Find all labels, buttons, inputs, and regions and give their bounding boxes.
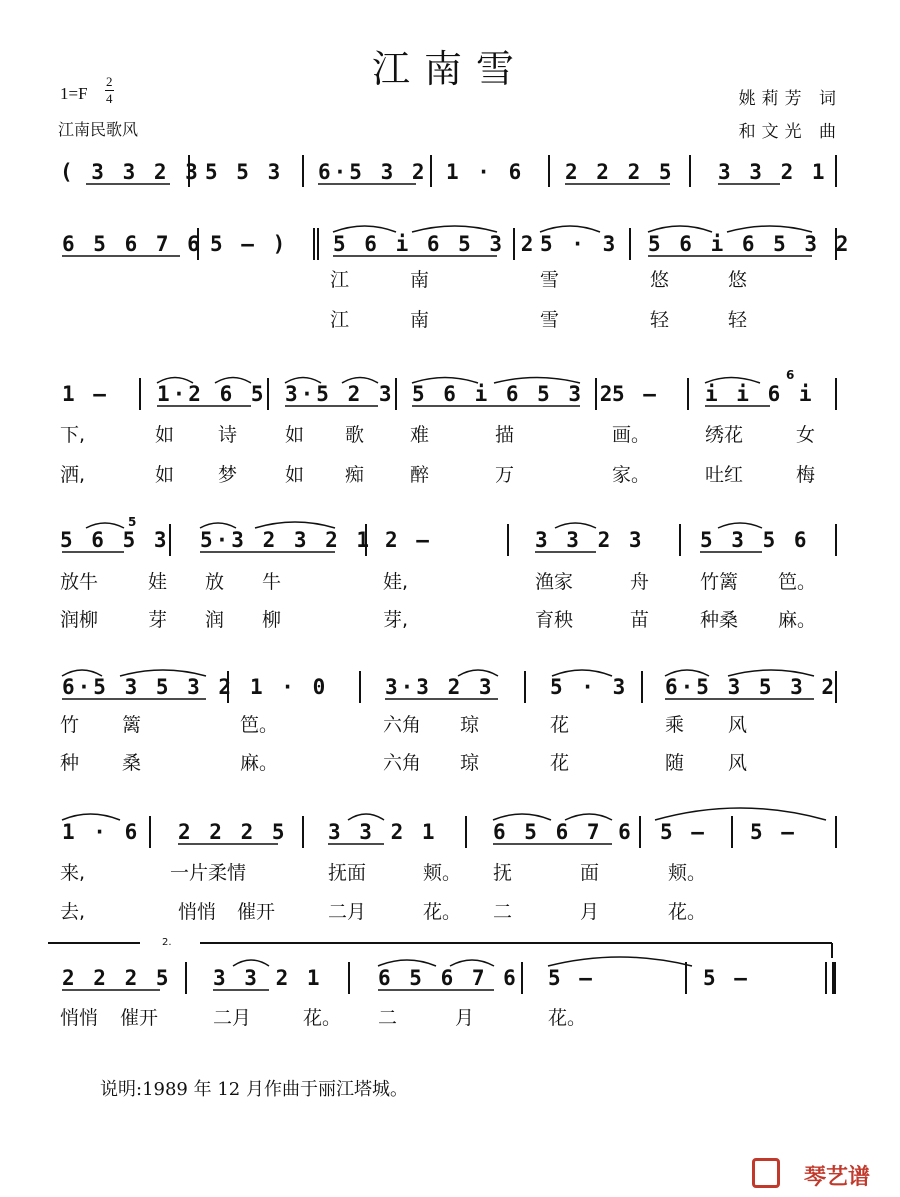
grace-note: 5 xyxy=(128,515,137,529)
measure: 3 3 2 1 xyxy=(718,160,828,184)
lyric: 轻 xyxy=(650,309,670,331)
lyric: 诗 xyxy=(218,424,238,446)
lyric: 风 xyxy=(728,714,748,736)
lyric: 二月 xyxy=(328,901,367,923)
lyric: 育秧 xyxy=(535,609,574,631)
measure: 5 6 5 3 xyxy=(60,528,170,552)
lyric: 二 xyxy=(493,901,513,923)
lyric: 梦 xyxy=(218,464,238,486)
measure: 2 2 2 5 xyxy=(178,820,288,844)
measure: 2 2 2 5 xyxy=(565,160,675,184)
lyric: 悠 xyxy=(728,269,748,291)
site-logo: 琴艺谱 xyxy=(803,1165,870,1190)
measure: 5 5 3 xyxy=(205,160,284,184)
measure: ( 3 3 2 3 xyxy=(60,160,201,184)
measure: 3 3 2 1 xyxy=(213,966,323,990)
lyric: 南 xyxy=(410,309,430,331)
lyric: 抚面 xyxy=(328,862,367,884)
lyric: 一片柔情 xyxy=(170,862,247,884)
measure: 5 · 3 xyxy=(540,232,619,256)
measure: 6·5 3 2 xyxy=(318,160,428,184)
lyric: 牛 xyxy=(262,571,282,593)
time-signature xyxy=(105,74,114,107)
lyric: 江 xyxy=(330,309,350,331)
lyric: 琼 xyxy=(460,714,480,736)
lyric: 难 xyxy=(410,424,430,446)
lyric: 吐红 xyxy=(705,464,744,486)
measure: 5 – xyxy=(703,966,750,990)
lyric: 乘 xyxy=(665,714,685,736)
measure: 2 – xyxy=(385,528,432,552)
measure: 6 5 6 7 6 xyxy=(378,966,519,990)
measure: 6·5 3 5 3 2 xyxy=(665,675,838,699)
measure: 5 6 i 6 5 3 2 xyxy=(333,232,537,256)
measure: 5 6 i 6 5 3 2 xyxy=(412,382,616,406)
lyric: 歌 xyxy=(345,424,365,446)
lyric: 如 xyxy=(155,424,175,446)
measure: 1 – xyxy=(62,382,109,406)
lyric: 雪 xyxy=(540,309,560,331)
measure: 1 · 0 xyxy=(250,675,329,699)
lyric: 抚 xyxy=(493,862,513,884)
lyric: 竹篱 xyxy=(700,571,739,593)
lyric: 娃 xyxy=(148,571,168,593)
lyric: 花。 xyxy=(423,901,462,923)
grace-note: 6 xyxy=(786,368,795,382)
lyric: 如 xyxy=(285,464,305,486)
measure: 3·5 2 3 xyxy=(285,382,395,406)
lyric: 痴 xyxy=(345,464,365,486)
lyric: 竹 xyxy=(60,714,80,736)
lyric: 南 xyxy=(410,269,430,291)
measure: 5 – xyxy=(548,966,595,990)
lyric: 笆。 xyxy=(240,714,279,736)
logo-icon xyxy=(752,1158,780,1188)
measure: 6 5 6 7 6 xyxy=(62,232,203,256)
lyric: 悠 xyxy=(650,269,670,291)
lyric: 画。 xyxy=(612,424,651,446)
lyric: 笆。 xyxy=(778,571,817,593)
lyric: 颊。 xyxy=(668,862,707,884)
lyric: 轻 xyxy=(728,309,748,331)
lyric: 梅 xyxy=(796,464,816,486)
lyric: 花。 xyxy=(303,1007,342,1029)
lyric: 醉 xyxy=(410,464,430,486)
lyric: 琼 xyxy=(460,752,480,774)
lyric: 桑 xyxy=(122,752,142,774)
lyric: 花。 xyxy=(548,1007,587,1029)
lyric: 江 xyxy=(330,269,350,291)
lyric: 麻。 xyxy=(240,752,279,774)
lyric: 颊。 xyxy=(423,862,462,884)
time-top: 2 xyxy=(106,74,113,89)
song-title: 江南雪 xyxy=(371,47,528,91)
lyric: 篱 xyxy=(122,714,142,736)
lyric: 月 xyxy=(580,901,600,923)
lyric: 柳 xyxy=(262,609,282,631)
measure: 6·5 3 5 3 2 xyxy=(62,675,235,699)
lyric: 六角 xyxy=(383,714,422,736)
lyric: 雪 xyxy=(540,269,560,291)
measure: 2 2 2 5 xyxy=(62,966,172,990)
lyric: 悄悄 xyxy=(178,901,217,923)
lyric: 芽, xyxy=(383,609,409,631)
lyric: 如 xyxy=(155,464,175,486)
lyric: 放 xyxy=(205,571,225,593)
measure: 3 3 2 1 xyxy=(328,820,438,844)
lyric: 随 xyxy=(665,752,685,774)
lyric: 苗 xyxy=(630,609,650,631)
lyric: 二 xyxy=(378,1007,398,1029)
lyric: 绣花 xyxy=(705,424,744,446)
measure: 5 6 i 6 5 3 2 xyxy=(648,232,852,256)
lyric: 如 xyxy=(285,424,305,446)
measure: 1 · 6 xyxy=(446,160,525,184)
lyric: 润 xyxy=(205,609,225,631)
lyric: 放牛 xyxy=(60,571,99,593)
lyric: 悄悄 xyxy=(60,1007,99,1029)
lyric: 去, xyxy=(60,901,86,923)
lyric: 娃, xyxy=(383,571,409,593)
measure: 6 5 6 7 6 xyxy=(493,820,634,844)
lyric: 花 xyxy=(550,752,570,774)
lyric: 六角 xyxy=(383,752,422,774)
lyric: 二月 xyxy=(213,1007,252,1029)
volta-label: 2. xyxy=(162,937,172,948)
lyric: 来, xyxy=(60,862,86,884)
lyric: 风 xyxy=(728,752,748,774)
measure: 1·2 6 5 xyxy=(157,382,267,406)
composer: 和文光 曲 xyxy=(738,122,842,142)
lyric: 面 xyxy=(580,862,600,884)
lyric: 描 xyxy=(495,424,515,446)
lyric: 催开 xyxy=(237,901,276,923)
measure: 5·3 2 3 2 1 xyxy=(200,528,373,552)
lyric: 润柳 xyxy=(60,609,99,631)
lyric: 花 xyxy=(550,714,570,736)
lyric: 万 xyxy=(495,464,515,486)
lyric: 洒, xyxy=(60,464,86,486)
measure: 5 – xyxy=(750,820,797,844)
lyric: 女 xyxy=(796,424,816,446)
measure: 5 – ) xyxy=(210,232,289,256)
lyric: 催开 xyxy=(120,1007,159,1029)
measure: 5 – xyxy=(660,820,707,844)
lyricist: 姚莉芳 词 xyxy=(738,89,842,109)
lyric: 渔家 xyxy=(535,571,574,593)
time-bottom: 4 xyxy=(106,91,113,106)
lyric: 种 xyxy=(60,752,80,774)
measure: 1 · 6 xyxy=(62,820,141,844)
key-signature: 1=F xyxy=(60,84,88,103)
lyric: 家。 xyxy=(612,464,651,486)
measure: 5 · 3 xyxy=(550,675,629,699)
composition-note: 说明:1989 年 12 月作曲于丽江塔城。 xyxy=(100,1079,408,1100)
lyric: 月 xyxy=(455,1007,475,1029)
measure: 5 – xyxy=(612,382,659,406)
lyric: 芽 xyxy=(148,609,168,631)
measure: 3 3 2 3 xyxy=(535,528,645,552)
lyric: 种桑 xyxy=(700,609,739,631)
measure: 3·3 2 3 xyxy=(385,675,495,699)
lyric: 舟 xyxy=(630,571,650,593)
lyric: 下, xyxy=(60,424,86,446)
lyric: 麻。 xyxy=(778,609,817,631)
measure: i i 6 i xyxy=(705,382,815,406)
style-label: 江南民歌风 xyxy=(58,120,139,139)
measure: 5 3 5 6 xyxy=(700,528,810,552)
lyric: 花。 xyxy=(668,901,707,923)
